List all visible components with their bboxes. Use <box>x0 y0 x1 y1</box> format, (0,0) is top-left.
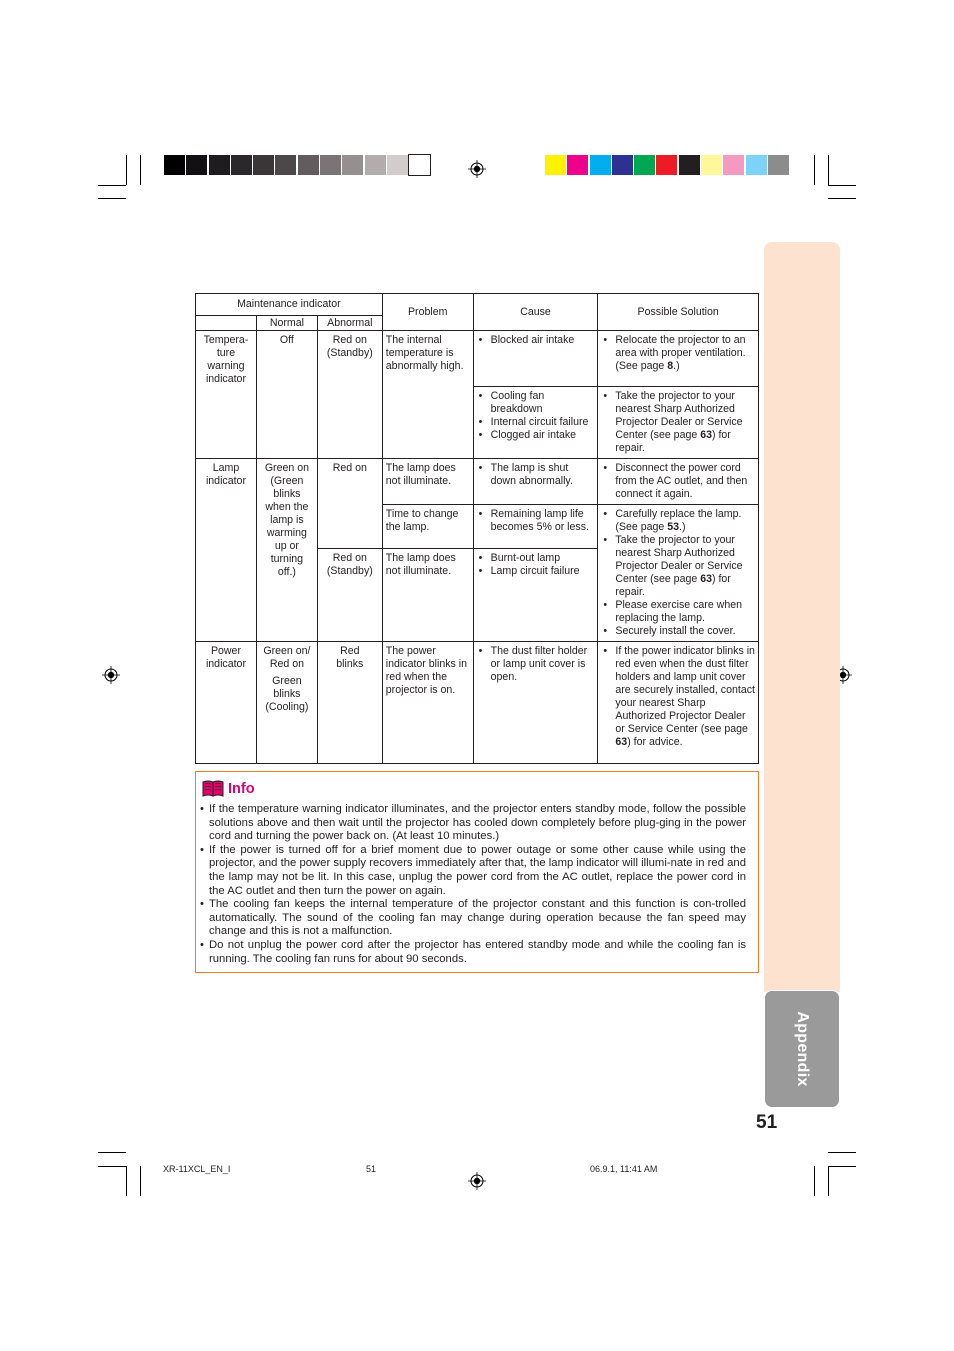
color-swatch <box>590 155 611 175</box>
list-item: • If the power is turned off for a brief moment due to power outage or some other cause while using the projector, and the power supply recovers immediately after that, the lamp indicator will illumi-nate in red and the lamp may not be lit. In this case, unplug the power cord from the AC outlet, replace the power cord in the AC outlet and then turn the power on again. <box>200 844 746 898</box>
header-problem: Problem <box>382 294 473 331</box>
color-swatch <box>320 155 341 175</box>
text-line: Lamp <box>212 462 240 474</box>
list-item: • Blocked air intake <box>477 334 595 347</box>
list-item: • The cooling fan keeps the internal temperature of the projector constant and this function is con-trolled automatically. The sound of the cooling fan may change during operation because the fan speed may change and this is not a malfunction. <box>200 898 746 939</box>
temp-indicator-label <box>198 334 254 386</box>
list-item: • The lamp is shut down abnormally. <box>477 462 595 488</box>
header-maintenance-indicator: Maintenance indicator <box>196 294 383 316</box>
text-line: (Green <box>270 475 304 487</box>
crop-mark <box>814 1166 815 1196</box>
color-swatch <box>746 155 767 175</box>
color-swatch <box>545 155 566 175</box>
text-line: Green <box>272 675 302 687</box>
crop-mark <box>98 185 126 186</box>
list-item: • Burnt-out lamp <box>477 552 595 565</box>
color-swatch <box>567 155 588 175</box>
info-box <box>195 771 759 973</box>
power-cause <box>473 642 598 764</box>
text-line: indicator <box>205 373 246 385</box>
lamp-indicator-label <box>198 462 254 488</box>
power-solution: • If the power indicator blinks in red even when the dust filter holders and lamp unit cover are securely installed, contact your nearest Sharp Authorized Projector Dealer or Service Center (see page 63) for advice. <box>598 642 759 764</box>
power-normal-b <box>259 675 315 714</box>
color-swatch <box>231 155 252 175</box>
temp-indicator-cell <box>196 331 257 459</box>
color-swatch <box>186 155 207 175</box>
temp-solution-2: • Take the projector to your nearest Sharp Authorized Projector Dealer or Service Center (see page 63) for repair. <box>598 387 759 459</box>
color-swatch <box>679 155 700 175</box>
list-item: • Clogged air intake <box>477 429 595 442</box>
text-line: lamp is <box>270 514 304 526</box>
list-item: • Internal circuit failure <box>477 416 595 429</box>
power-normal-cell <box>256 642 317 764</box>
header-cause: Cause <box>473 294 598 331</box>
lamp-abnormal-1: Red on <box>317 459 382 549</box>
temp-abnormal-cell <box>317 331 382 459</box>
lamp-abnormal-3-cell <box>317 549 382 642</box>
temp-cause-2 <box>473 387 598 459</box>
crop-mark <box>126 155 127 185</box>
color-swatch <box>164 155 185 175</box>
color-swatch <box>365 155 386 175</box>
temp-cause-1 <box>473 331 598 387</box>
color-swatch <box>342 155 363 175</box>
lamp-problem-3: The lamp does not illuminate. <box>382 549 473 642</box>
text-line: Red on <box>332 552 367 565</box>
text-line: (Standby) <box>326 565 373 578</box>
crop-mark <box>828 155 829 185</box>
text-line: Red on <box>332 334 367 346</box>
lamp-problem-1: The lamp does not illuminate. <box>382 459 473 505</box>
text-line: Red on <box>269 658 304 670</box>
crop-mark <box>828 1166 856 1167</box>
power-problem: The power indicator blinks in red when the projector is on. <box>382 642 473 764</box>
info-title: Info <box>228 780 255 797</box>
text-line: (Cooling) <box>265 701 309 713</box>
text-line: warming <box>266 527 307 539</box>
book-icon <box>202 779 224 798</box>
text-line: Red <box>340 645 360 657</box>
appendix-tab[interactable] <box>764 990 840 1108</box>
footer-left: XR-11XCL_EN_I <box>163 1164 231 1174</box>
crop-mark <box>140 1166 141 1196</box>
color-swatch <box>387 155 408 175</box>
info-heading <box>202 779 255 798</box>
color-bar <box>545 155 790 175</box>
text-line: when the <box>265 501 309 513</box>
crop-mark <box>814 155 815 185</box>
crop-mark <box>98 1152 126 1153</box>
grayscale-bar <box>164 155 432 175</box>
header-solution: Possible Solution <box>598 294 759 331</box>
header-abnormal: Abnormal <box>317 316 382 331</box>
text-line: Green on/ <box>263 645 311 657</box>
crop-mark <box>98 198 126 199</box>
power-abnormal <box>320 645 380 671</box>
crop-mark <box>98 1166 126 1167</box>
lamp-cause-2 <box>473 505 598 549</box>
registration-mark-icon <box>102 666 120 684</box>
lamp-abnormal-3 <box>320 552 380 578</box>
text-line: indicator <box>205 475 246 487</box>
temp-normal: Off <box>256 331 317 459</box>
color-swatch <box>656 155 677 175</box>
text-line: Green on <box>264 462 309 474</box>
crop-mark <box>828 1152 856 1153</box>
lamp-normal-cell <box>256 459 317 642</box>
crop-mark <box>828 1166 829 1196</box>
color-swatch <box>298 155 319 175</box>
list-item: • Do not unplug the power cord after the projector has entered standby mode and while the cooling fan is running. The cooling fan runs for about 90 seconds. <box>200 939 746 966</box>
registration-mark-icon <box>468 160 486 178</box>
text-line: indicator <box>205 658 246 670</box>
power-normal-a <box>259 645 315 671</box>
temp-solution-1: • Relocate the projector to an area with proper ventilation. (See page 8.) <box>598 331 759 387</box>
list-item: • Remaining lamp life becomes 5% or less. <box>477 508 595 534</box>
color-swatch <box>253 155 274 175</box>
color-swatch <box>409 155 430 175</box>
lamp-cause-3 <box>473 549 598 642</box>
color-swatch <box>275 155 296 175</box>
footer-right: 06.9.1, 11:41 AM <box>590 1164 658 1174</box>
lamp-normal <box>259 462 315 579</box>
lamp-problem-2: Time to change the lamp. <box>382 505 473 549</box>
header-blank <box>196 316 257 331</box>
power-indicator-label <box>198 645 254 671</box>
footer-center: 51 <box>366 1164 377 1174</box>
text-line: blinks <box>336 658 364 670</box>
crop-mark <box>828 185 856 186</box>
info-list <box>200 803 746 966</box>
temp-problem: The internal temperature is abnormally high. <box>382 331 473 459</box>
text-line: blinks <box>273 488 301 500</box>
lamp-indicator-cell <box>196 459 257 642</box>
crop-mark <box>140 155 141 185</box>
header-normal: Normal <box>256 316 317 331</box>
crop-mark <box>126 1166 127 1196</box>
list-item: • Lamp circuit failure <box>477 565 595 578</box>
text-line: blinks <box>273 688 301 700</box>
text-line: (Standby) <box>326 347 373 359</box>
list-item: • If the temperature warning indicator illuminates, and the projector enters standby mode, follow the possible solutions above and then wait until the projector has cooled down completely before plug-ging in the power cord and turning the power back on. (At least 10 minutes.) <box>200 803 746 844</box>
color-swatch <box>768 155 789 175</box>
lamp-solution-2: • Carefully replace the lamp. (See page 53.) • Take the projector to your nearest Sharp Authorized Projector Dealer or Service Center (see page 63) for repair. • Please exercise care when replacing the lamp. • Securely install the cover. <box>598 505 759 642</box>
temp-abnormal <box>320 334 380 360</box>
registration-mark-icon <box>468 1172 486 1190</box>
color-swatch <box>701 155 722 175</box>
color-swatch <box>723 155 744 175</box>
crop-mark <box>828 198 856 199</box>
color-swatch <box>612 155 633 175</box>
list-item: • The dust filter holder or lamp unit cover is open. <box>477 645 595 684</box>
appendix-tab-label: Appendix <box>794 1011 811 1087</box>
text-line: warning <box>207 360 245 372</box>
power-abnormal-cell <box>317 642 382 764</box>
maintenance-table <box>195 293 759 764</box>
lamp-cause-1 <box>473 459 598 505</box>
page-number: 51 <box>756 1112 778 1133</box>
text-line: Power <box>210 645 241 657</box>
text-line: turning <box>270 553 304 565</box>
text-line: off.) <box>277 566 296 578</box>
lamp-solution-1: • Disconnect the power cord from the AC outlet, and then connect it again. <box>598 459 759 505</box>
text-line: ture <box>216 347 236 359</box>
power-indicator-cell <box>196 642 257 764</box>
text-line: up or <box>274 540 299 552</box>
color-swatch <box>634 155 655 175</box>
color-swatch <box>209 155 230 175</box>
list-item: • Cooling fan breakdown <box>477 390 595 416</box>
side-panel <box>764 242 840 992</box>
text-line: Tempera- <box>203 334 249 346</box>
